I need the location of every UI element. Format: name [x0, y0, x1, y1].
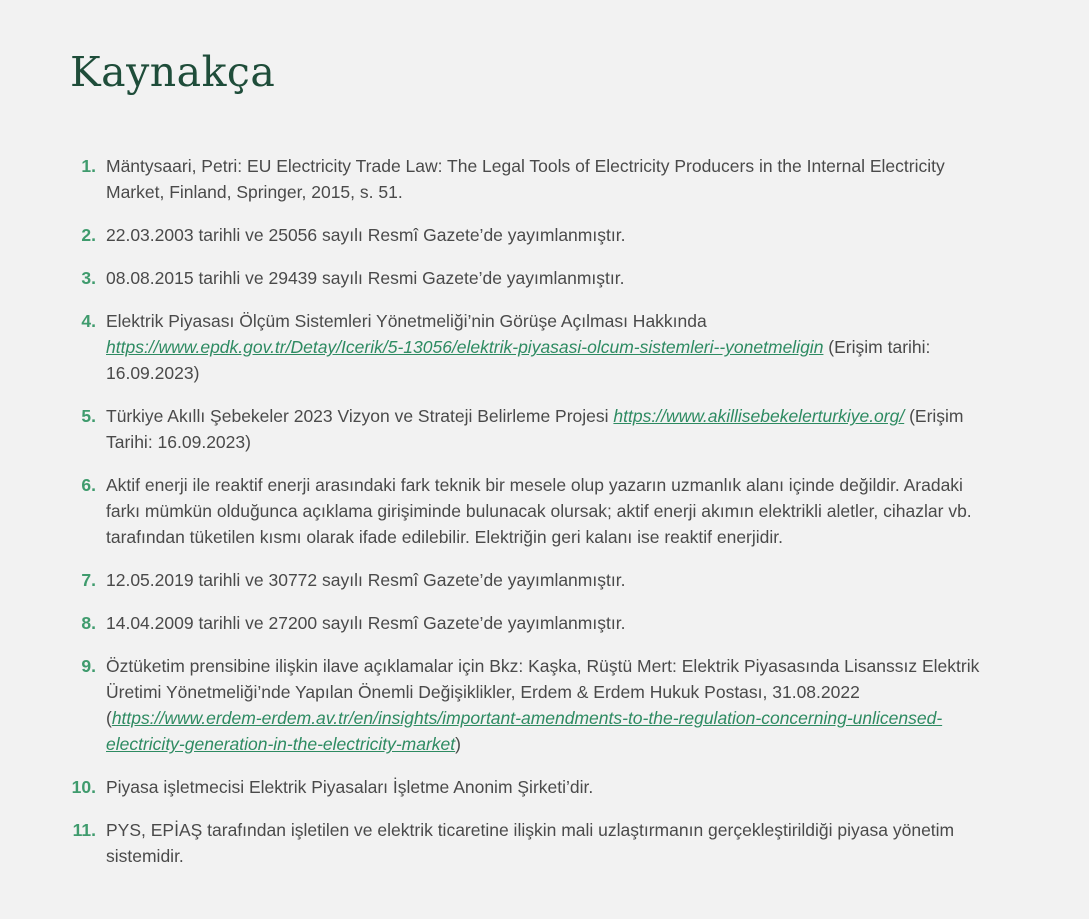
- reference-link[interactable]: https://www.erdem-erdem.av.tr/en/insights/important-amendments-to-the-regulation-concerning-unlicensed-electricity-generation-in-the-electricity-market: [106, 708, 943, 755]
- reference-text: [106, 222, 981, 248]
- references-list: [70, 153, 1019, 869]
- page-title: Kaynakça: [70, 48, 276, 96]
- reference-number: 9.: [81, 656, 96, 677]
- reference-item: [70, 817, 1019, 869]
- reference-number: 7.: [81, 570, 96, 591]
- reference-item: [70, 222, 1019, 248]
- reference-number: 11.: [72, 820, 96, 841]
- reference-text: [106, 472, 981, 550]
- reference-text: [106, 567, 981, 593]
- reference-text-segment: Elektrik Piyasası Ölçüm Sistemleri Yönetmeliği’nin Görüşe Açılması Hakkında: [106, 311, 707, 332]
- reference-text-segment: Türkiye Akıllı Şebekeler 2023 Vizyon ve Strateji Belirleme Projesi: [106, 406, 614, 427]
- reference-item: [70, 774, 1019, 800]
- reference-number: 2.: [81, 225, 96, 246]
- reference-number: 10.: [71, 777, 96, 798]
- reference-text-segment: 22.03.2003 tarihli ve 25056 sayılı Resmî Gazete’de yayımlanmıştır.: [106, 225, 626, 246]
- reference-text-segment: Aktif enerji ile reaktif enerji arasındaki fark teknik bir mesele olup yazarın uzmanlık alanı içinde değildir. Aradaki farkı mümkün olduğunca açıklama girişiminde bulunacak olursak; aktif enerji akımın elektrikli aletler, cihazlar vb. tarafından tüketilen kısmı olarak ifade edilebilir. Elektriğin geri kalanı ise reaktif enerjidir.: [106, 475, 972, 548]
- reference-text-segment: (Erişim Tarihi: 16.09.2023): [106, 406, 964, 453]
- reference-item: [70, 567, 1019, 593]
- reference-text: [106, 403, 981, 455]
- reference-text-segment: Mäntysaari, Petri: EU Electricity Trade Law: The Legal Tools of Electricity Producers in the Internal Electricity Market, Finland, Springer, 2015, s. 51.: [106, 156, 945, 203]
- reference-number: 6.: [81, 475, 96, 496]
- reference-text-segment: ): [455, 734, 461, 755]
- reference-text: [106, 653, 981, 757]
- reference-text-segment: Piyasa işletmecisi Elektrik Piyasaları İşletme Anonim Şirketi’dir.: [106, 777, 594, 798]
- reference-number: 5.: [81, 406, 96, 427]
- reference-item: [70, 308, 1019, 386]
- reference-link[interactable]: https://www.epdk.gov.tr/Detay/Icerik/5-13056/elektrik-piyasasi-olcum-sistemleri--yonetmeligin: [106, 337, 824, 358]
- reference-number: 8.: [81, 613, 96, 634]
- reference-number: 1.: [81, 156, 96, 177]
- reference-item: [70, 153, 1019, 205]
- reference-text: [106, 610, 981, 636]
- reference-item: [70, 265, 1019, 291]
- reference-number: 4.: [81, 311, 96, 332]
- reference-text-segment: 12.05.2019 tarihli ve 30772 sayılı Resmî Gazete’de yayımlanmıştır.: [106, 570, 626, 591]
- reference-text-segment: (Erişim tarihi: 16.09.2023): [106, 337, 931, 384]
- reference-item: [70, 403, 1019, 455]
- reference-item: [70, 610, 1019, 636]
- reference-text: [106, 153, 981, 205]
- reference-text: [106, 817, 981, 869]
- reference-link[interactable]: https://www.akillisebekelerturkiye.org/: [613, 406, 905, 427]
- reference-text-segment: 08.08.2015 tarihli ve 29439 sayılı Resmi Gazete’de yayımlanmıştır.: [106, 268, 625, 289]
- reference-text-segment: PYS, EPİAŞ tarafından işletilen ve elektrik ticaretine ilişkin mali uzlaştırmanın gerçekleştirildiği piyasa yönetim sistemidir.: [106, 820, 955, 867]
- reference-item: [70, 472, 1019, 550]
- reference-text: [106, 265, 981, 291]
- reference-text-segment: Öztüketim prensibine ilişkin ilave açıklamalar için Bkz: Kaşka, Rüştü Mert: Elektrik Piyasasında Lisanssız Elektrik Üretimi Yönetmeliği’nde Yapılan Önemli Değişiklikler, Erdem & Erdem Hukuk Postası, 31.08.2022 (: [106, 656, 980, 729]
- reference-text-segment: 14.04.2009 tarihli ve 27200 sayılı Resmî Gazete’de yayımlanmıştır.: [106, 613, 626, 634]
- reference-text: [106, 774, 981, 800]
- reference-item: [70, 653, 1019, 757]
- reference-text: [106, 308, 981, 386]
- reference-number: 3.: [81, 268, 96, 289]
